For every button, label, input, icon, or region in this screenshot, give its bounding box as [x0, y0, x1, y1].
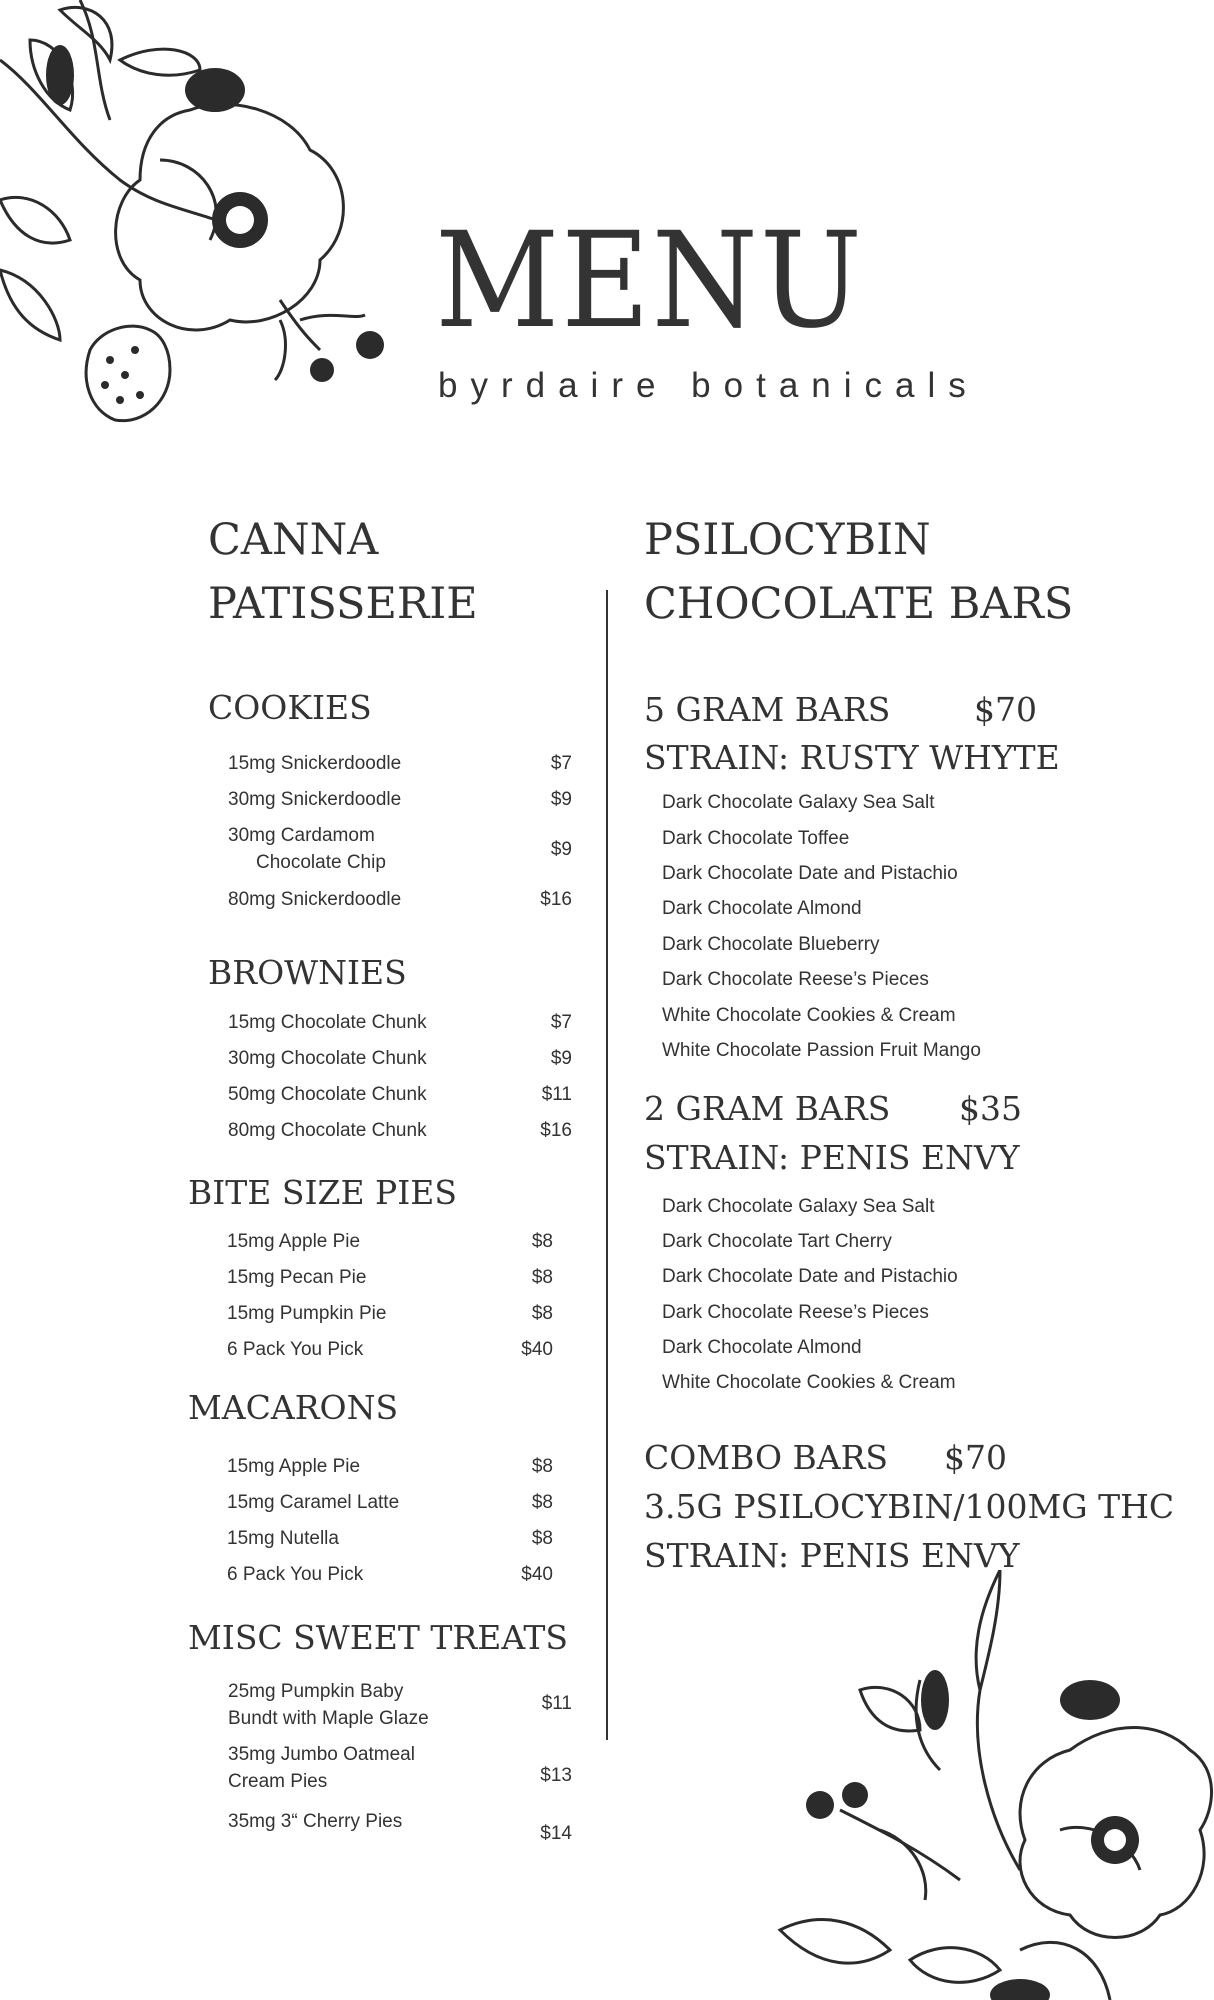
- menu-item-price: $9: [550, 839, 572, 860]
- menu-item-name: 30mg Chocolate Chunk: [228, 1048, 427, 1069]
- menu-title: MENU: [435, 204, 864, 358]
- misc-heading: MISC SWEET TREATS: [188, 1618, 568, 1657]
- menu-item-name: 15mg Caramel Latte: [227, 1492, 400, 1513]
- menu-item-name: 15mg Chocolate Chunk: [228, 1012, 427, 1033]
- flavor-item: Dark Chocolate Reese’s Pieces: [662, 969, 929, 990]
- two-gram-heading: 2 GRAM BARS: [644, 1089, 891, 1128]
- macarons-heading: MACARONS: [188, 1388, 399, 1427]
- left-column-title-line1: CANNA: [208, 515, 379, 565]
- menu-item-price: $40: [521, 1339, 553, 1360]
- flavor-item: White Chocolate Cookies & Cream: [662, 1372, 956, 1393]
- flavor-item: Dark Chocolate Almond: [662, 1337, 862, 1358]
- cookies-heading: COOKIES: [208, 688, 372, 727]
- menu-item-name: 80mg Snickerdoodle: [228, 889, 402, 910]
- menu-item-name: 15mg Apple Pie: [227, 1231, 361, 1252]
- menu-item-name: 50mg Chocolate Chunk: [228, 1084, 427, 1105]
- menu-item-name-line2: Cream Pies: [228, 1771, 328, 1792]
- column-divider: [606, 590, 608, 1740]
- floral-bottom-right-icon: [760, 1570, 1214, 2000]
- menu-item-price: $13: [540, 1765, 572, 1786]
- menu-item-name-line1: 35mg Jumbo Oatmeal: [228, 1744, 415, 1765]
- flavor-item: Dark Chocolate Tart Cherry: [662, 1231, 892, 1252]
- menu-item-name: 15mg Pecan Pie: [227, 1267, 367, 1288]
- five-gram-heading: 5 GRAM BARS: [644, 690, 891, 729]
- menu-item-name: 15mg Apple Pie: [227, 1456, 361, 1477]
- menu-item-price: $8: [531, 1492, 553, 1513]
- flavor-item: Dark Chocolate Date and Pistachio: [662, 863, 958, 884]
- flavor-item: Dark Chocolate Blueberry: [662, 934, 880, 955]
- menu-item-price: $11: [541, 1693, 572, 1714]
- menu-item-name: 35mg 3“ Cherry Pies: [228, 1811, 403, 1832]
- menu-item-name-line1: 30mg Cardamom: [228, 825, 375, 846]
- menu-item-price: $7: [550, 1012, 572, 1033]
- menu-item-name: 15mg Snickerdoodle: [228, 753, 402, 774]
- menu-item-name-line2: Bundt with Maple Glaze: [228, 1708, 429, 1729]
- brownies-heading: BROWNIES: [208, 953, 407, 992]
- menu-item-price: $8: [531, 1267, 553, 1288]
- floral-top-left-icon: [0, 0, 390, 430]
- combo-heading: COMBO BARS: [644, 1438, 889, 1477]
- menu-item-price: $16: [540, 1120, 572, 1141]
- menu-item-name: 30mg Snickerdoodle: [228, 789, 402, 810]
- menu-item-name: 6 Pack You Pick: [227, 1564, 364, 1585]
- menu-item-price: $7: [550, 753, 572, 774]
- combo-strain: STRAIN: PENIS ENVY: [644, 1536, 1020, 1575]
- menu-item-name: 80mg Chocolate Chunk: [228, 1120, 427, 1141]
- flavor-item: Dark Chocolate Reese’s Pieces: [662, 1302, 929, 1323]
- menu-item-price: $11: [541, 1084, 572, 1105]
- menu-item-name: 15mg Pumpkin Pie: [227, 1303, 387, 1324]
- combo-dose: 3.5G PSILOCYBIN/100MG THC: [644, 1487, 1175, 1526]
- menu-item-price: $8: [531, 1231, 553, 1252]
- flavor-item: Dark Chocolate Date and Pistachio: [662, 1266, 958, 1287]
- flavor-item: Dark Chocolate Galaxy Sea Salt: [662, 792, 935, 813]
- left-column-title-line2: PATISSERIE: [208, 579, 478, 629]
- combo-price: $70: [944, 1438, 1007, 1477]
- menu-item-price: $9: [550, 1048, 572, 1069]
- right-column-title-line2: CHOCOLATE BARS: [644, 579, 1074, 629]
- menu-item-price: $8: [531, 1528, 553, 1549]
- flavor-item: Dark Chocolate Almond: [662, 898, 862, 919]
- menu-item-price: $14: [540, 1823, 572, 1844]
- menu-item-name-line2: Chocolate Chip: [256, 852, 386, 873]
- menu-item-price: $9: [550, 789, 572, 810]
- menu-item-price: $16: [540, 889, 572, 910]
- menu-item-price: $40: [521, 1564, 553, 1585]
- flavor-item: Dark Chocolate Galaxy Sea Salt: [662, 1196, 935, 1217]
- five-gram-price: $70: [974, 690, 1037, 729]
- flavor-item: White Chocolate Cookies & Cream: [662, 1005, 956, 1026]
- flavor-item: White Chocolate Passion Fruit Mango: [662, 1040, 981, 1061]
- menu-item-name-line1: 25mg Pumpkin Baby: [228, 1681, 404, 1702]
- menu-item-name: 15mg Nutella: [227, 1528, 339, 1549]
- five-gram-strain: STRAIN: RUSTY WHYTE: [644, 738, 1060, 777]
- menu-item-price: $8: [531, 1456, 553, 1477]
- right-column-title-line1: PSILOCYBIN: [644, 515, 931, 565]
- two-gram-price: $35: [959, 1089, 1022, 1128]
- menu-subtitle: byrdaire botanicals: [438, 366, 979, 405]
- pies-heading: BITE SIZE PIES: [188, 1173, 457, 1212]
- two-gram-strain: STRAIN: PENIS ENVY: [644, 1138, 1020, 1177]
- menu-item-price: $8: [531, 1303, 553, 1324]
- menu-item-name: 6 Pack You Pick: [227, 1339, 364, 1360]
- flavor-item: Dark Chocolate Toffee: [662, 828, 850, 849]
